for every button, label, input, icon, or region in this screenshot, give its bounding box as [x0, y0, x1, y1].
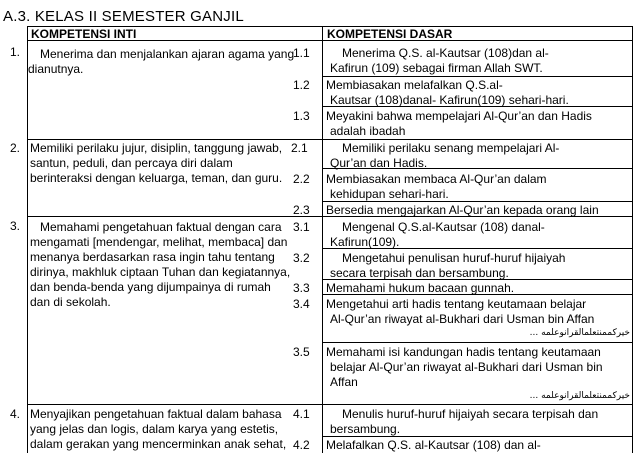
kd-text: belajar Al-Qur’an riwayat al-Bukhari dari Usman bin	[330, 360, 603, 374]
ki-number: 1.	[10, 45, 21, 59]
ki-text: dianutnya.	[28, 62, 84, 76]
ki-text: dirinya, makhluk ciptaan Tuhan dan kegiatannya,	[30, 265, 291, 279]
kd-text: Menulis huruf-huruf hijaiyah secara terpisah dan	[342, 407, 599, 421]
ki-text: menanya berdasarkan rasa ingin tahu tentang	[30, 250, 275, 264]
kd-number: 3.4	[293, 297, 310, 311]
kd-number: 2.3	[293, 203, 310, 217]
ki-text: dan di sekolah.	[30, 295, 111, 309]
kd-text: Meyakini bahwa mempelajari Al-Qur’an dan Hadis	[326, 109, 592, 123]
kd-text: Kafirun (109) sebagai firman Allah SWT.	[330, 61, 543, 75]
row-divider-3	[27, 404, 633, 405]
kd-text: Melafalkan Q.S. al-Kautsar (108) dan al-	[326, 438, 541, 452]
ki-text: Menerima dan menjalankan ajaran agama yang	[40, 47, 295, 61]
ki-text: mengamati [mendengar, melihat, membaca] dan	[30, 235, 288, 249]
kd-text: Mengenal Q.S.al-Kautsar (108) danal-	[342, 220, 545, 234]
kd-text: Mengetahui penulisan huruf-huruf hijaiyah	[342, 251, 566, 265]
ki-text: dalam gerakan yang mencerminkan anak sehat,	[30, 437, 287, 451]
ki-text: Menyajikan pengetahuan faktual dalam bahasa	[30, 407, 282, 421]
table-right-border	[632, 26, 633, 453]
kd-text: Kafirun(109).	[330, 235, 400, 249]
section-heading: A.3. KELAS II SEMESTER GANJIL	[3, 8, 244, 25]
ki-text: santun, peduli, dan percaya diri dalam	[30, 156, 233, 170]
kd-arabic-quote: خيركممنتعلمالقرانوعلمه ...	[529, 328, 630, 338]
kd-number: 3.2	[293, 251, 310, 265]
kd-text: Al-Qur’an riwayat al-Bukhari dari Usman bin Affan	[330, 312, 595, 326]
kd-number: 1.1	[293, 46, 310, 60]
column-divider	[322, 26, 323, 453]
ki-text: yang jelas dan logis, dalam karya yang estetis,	[30, 422, 279, 436]
kd-number: 4.2	[293, 438, 310, 452]
ki-text: Memiliki perilaku jujur, disiplin, tanggung jawab,	[30, 141, 283, 155]
kd-text: Membiasakan membaca Al-Qur’an dalam	[326, 172, 547, 186]
kd-number: 1.2	[293, 78, 310, 92]
kd-number: 3.3	[293, 281, 310, 295]
header-kompetensi-dasar: KOMPETENSI DASAR	[327, 27, 453, 41]
kd-text: Affan	[330, 375, 358, 389]
kd-number: 2.1	[291, 141, 308, 155]
ki-text: Memahami pengetahuan faktual dengan cara	[40, 220, 282, 234]
kd-text: kehidupan sehari-hari.	[330, 187, 449, 201]
ki-number: 3.	[10, 219, 21, 233]
kd-text: Qur’an dan Hadis.	[330, 156, 428, 170]
kd-text: Kautsar (108)danal- Kafirun(109) sehari-hari.	[330, 93, 569, 107]
kd-text: Memahami hukum bacaan gunnah.	[326, 281, 515, 295]
kd-divider	[322, 342, 633, 343]
kd-number: 4.1	[293, 407, 310, 421]
kd-text: adalah ibadah	[330, 124, 406, 138]
kd-text: Membiasakan melafalkan Q.S.al-	[326, 78, 503, 92]
kd-arabic-quote: خيركممنتعلمالقرانوعلمه ...	[529, 391, 630, 401]
kd-text: Mengetahui arti hadis tentang keutamaan belajar	[326, 297, 587, 311]
kd-text: secara terpisah dan bersambung.	[330, 266, 509, 280]
ki-number: 4.	[10, 407, 21, 421]
row-divider-1	[27, 139, 633, 140]
ki-text: dan benda-benda yang dijumpainya di rumah	[30, 280, 271, 294]
kd-text: Menerima Q.S. al-Kautsar (108)dan al-	[342, 46, 549, 60]
kd-number: 3.1	[293, 220, 310, 234]
ki-number: 2.	[10, 141, 21, 155]
kd-divider	[322, 76, 633, 77]
kd-text: Bersedia mengajarkan Al-Qur’an kepada orang lain	[326, 203, 599, 217]
kd-text: bersambung.	[330, 422, 401, 436]
table-left-border	[27, 26, 28, 453]
kd-text: Memiliki perilaku senang mempelajari Al-	[342, 141, 560, 155]
kd-number: 1.3	[293, 109, 310, 123]
kd-number: 2.2	[293, 172, 310, 186]
ki-text: berinteraksi dengan keluarga, teman, dan guru.	[30, 171, 283, 185]
kd-number: 3.5	[293, 345, 310, 359]
header-kompetensi-inti: KOMPETENSI INTI	[31, 27, 137, 41]
kd-text: Memahami isi kandungan hadis tentang keutamaan	[326, 345, 601, 359]
